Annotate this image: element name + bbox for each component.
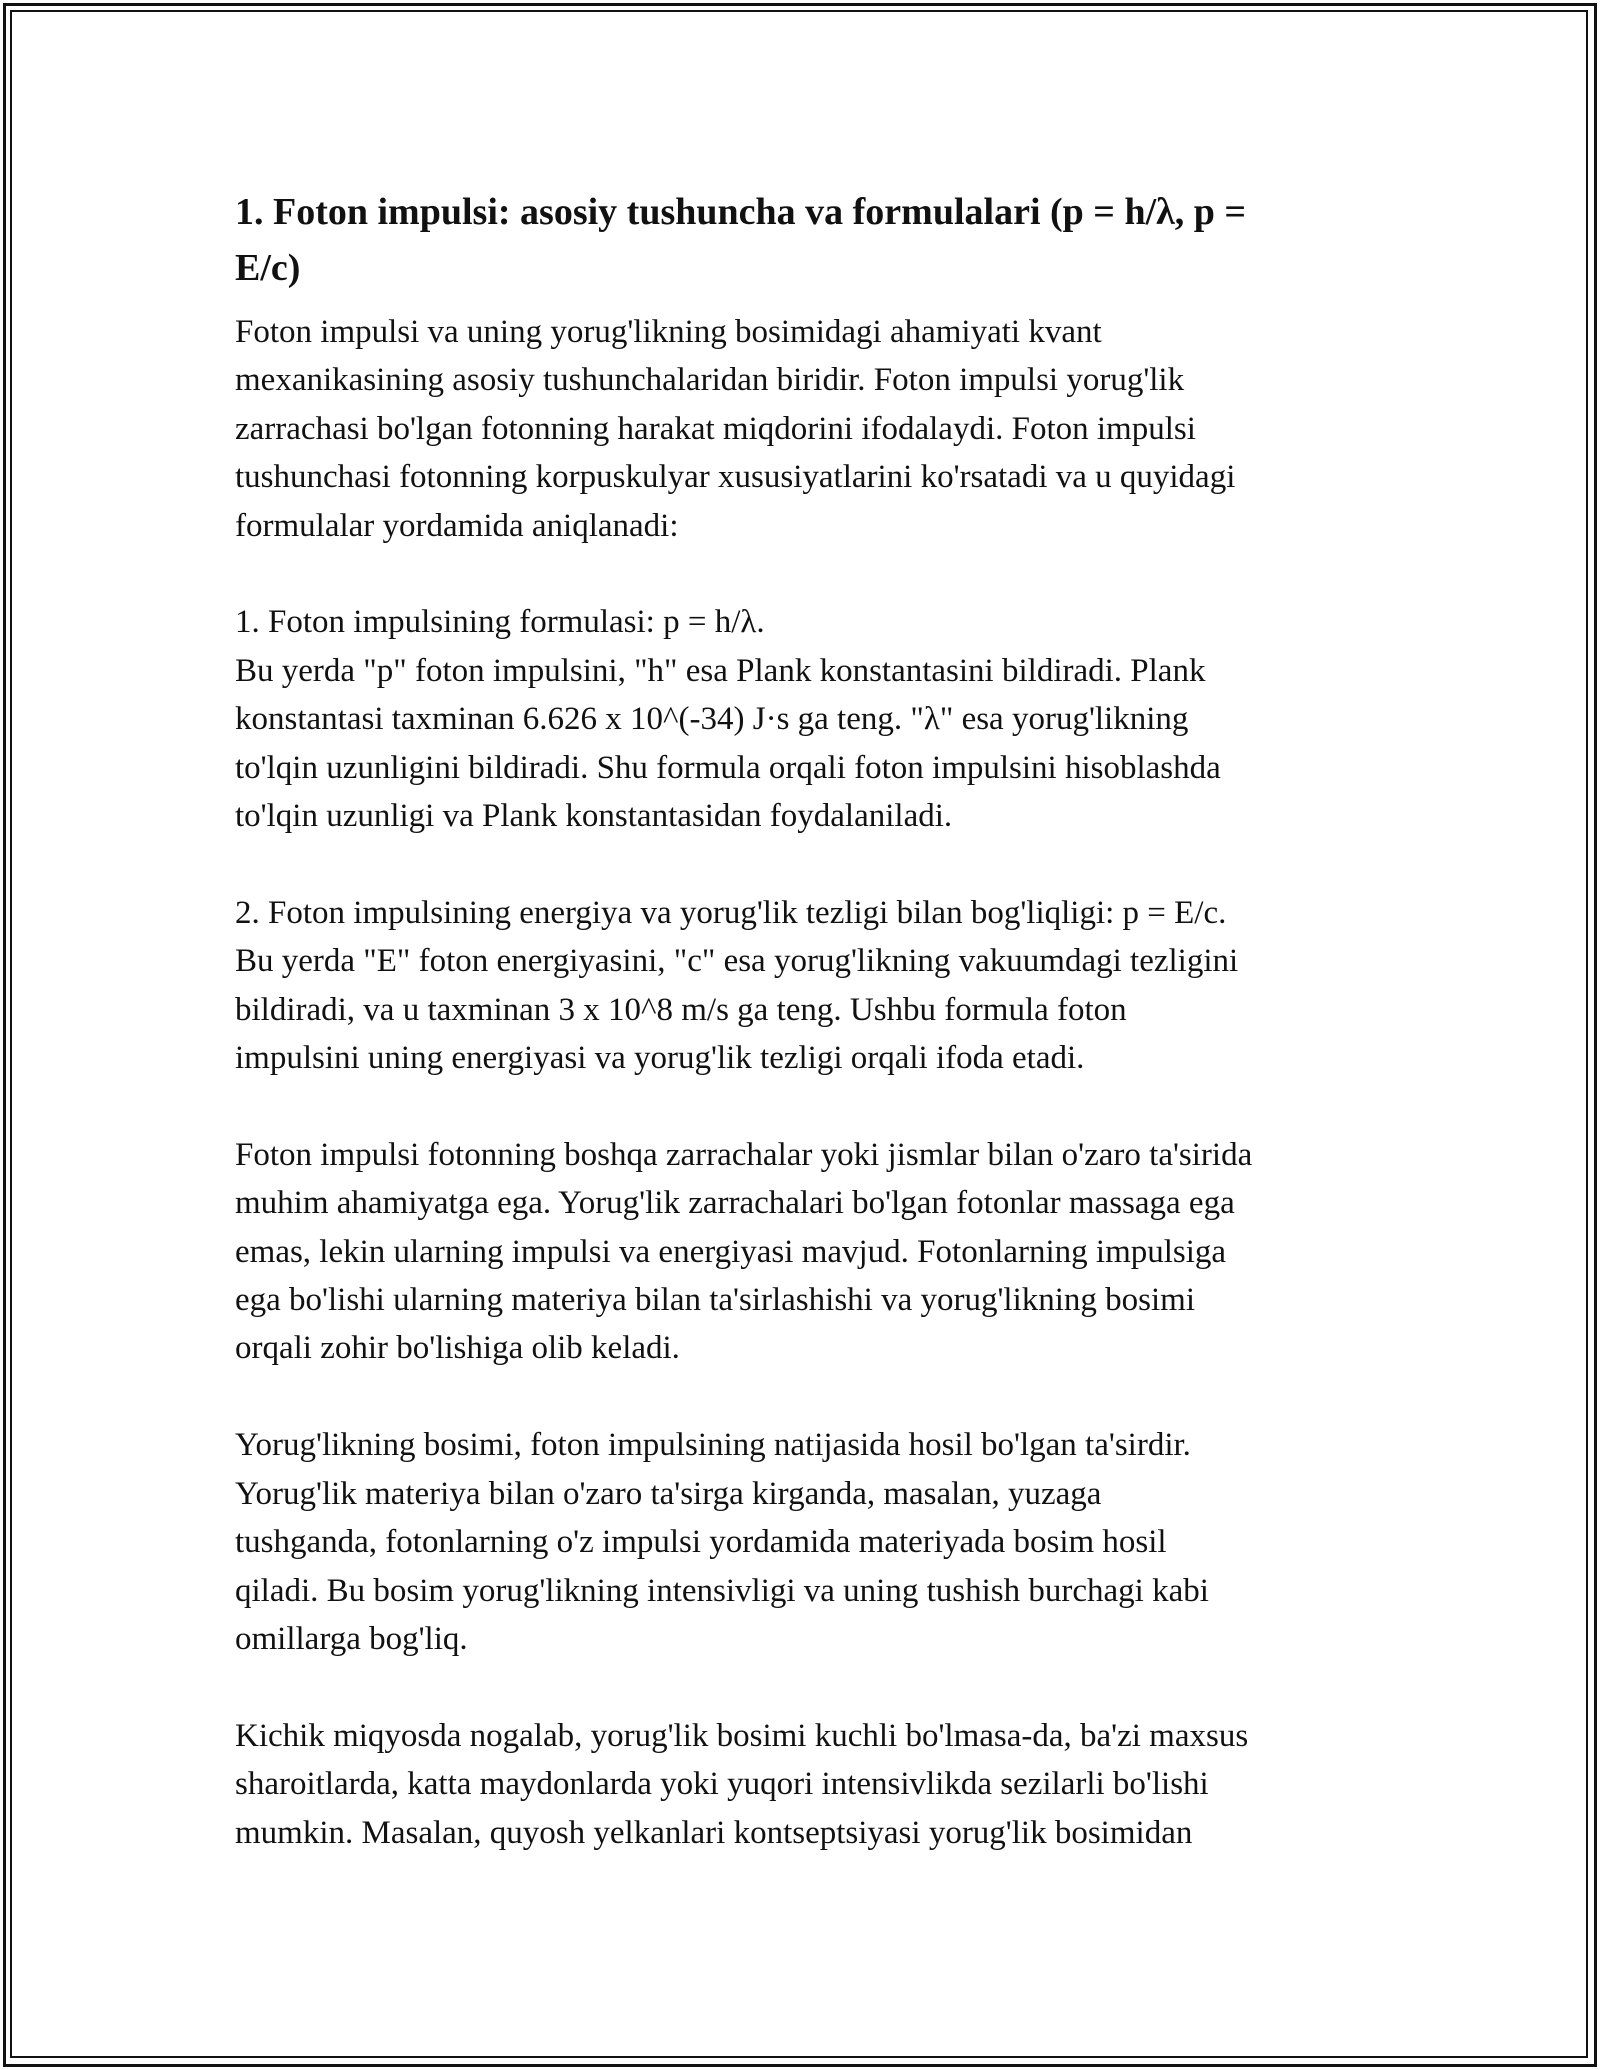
text-line: tushunchasi fotonning korpuskulyar xususiyatlarini ko'rsatadi va u quyidagi [235,459,1236,496]
document-title [235,184,1375,296]
paragraph-intro [235,308,1375,550]
text-line: impulsini uning energiyasi va yorug'lik tezligi orqali ifoda etadi. [235,1040,1085,1077]
paragraph-interaction [235,1131,1375,1373]
text-line: Foton impulsi fotonning boshqa zarrachalar yoki jismlar bilan o'zaro ta'sirida [235,1136,1253,1173]
text-line: Yorug'lik materiya bilan o'zaro ta'sirga kirganda, masalan, yuzaga [235,1475,1102,1512]
text-line: tushganda, fotonlarning o'z impulsi yordamida materiyada bosim hosil [235,1524,1167,1561]
text-line: ega bo'lishi ularning materiya bilan ta'sirlashishi va yorug'likning bosimi [235,1282,1196,1319]
text-line: omillarga bog'liq. [235,1620,468,1657]
text-line: mumkin. Masalan, quyosh yelkanlari kontseptsiyasi yorug'lik bosimidan [235,1814,1193,1851]
document-body [235,184,1375,1905]
text-line: to'lqin uzunligi va Plank konstantasidan foydalaniladi. [235,798,953,835]
paragraph-formula-2 [235,889,1375,1083]
text-line: zarrachasi bo'lgan fotonning harakat miqdorini ifodalaydi. Foton impulsi [235,410,1196,447]
text-line: mexanikasining asosiy tushunchalaridan biridir. Foton impulsi yorug'lik [235,362,1185,399]
text-line: to'lqin uzunligini bildiradi. Shu formula orqali foton impulsini hisoblashda [235,749,1221,786]
text-line: bildiradi, va u taxminan 3 x 10^8 m/s ga teng. Ushbu formula foton [235,991,1127,1028]
paragraph-formula-1 [235,598,1375,840]
text-line: Foton impulsi va uning yorug'likning bosimidagi ahamiyati kvant [235,314,1102,350]
text-line: Yorug'likning bosimi, foton impulsining natijasida hosil bo'lgan ta'sirdir. [235,1427,1191,1464]
text-line: Bu yerda "p" foton impulsini, "h" esa Plank konstantasini bildiradi. Plank [235,652,1206,689]
text-line: 2. Foton impulsining energiya va yorug'lik tezligi bilan bog'liqligi: p = E/c. [235,894,1227,931]
text-line: 1. Foton impulsining formulasi: p = h/λ. [235,604,765,641]
text-line: Kichik miqyosda nogalab, yorug'lik bosimi kuchli bo'lmasa-da, ba'zi maxsus [235,1717,1249,1754]
text-line: emas, lekin ularning impulsi va energiyasi mavjud. Fotonlarning impulsiga [235,1233,1227,1270]
text-line: konstantasi taxminan 6.626 x 10^(-34) J·s ga teng. "λ" esa yorug'likning [235,701,1189,738]
title-line: E/c) [235,247,301,289]
text-line: formulalar yordamida aniqlanadi: [235,507,679,544]
text-line: muhim ahamiyatga ega. Yorug'lik zarrachalari bo'lgan fotonlar massaga ega [235,1185,1235,1222]
text-line: qiladi. Bu bosim yorug'likning intensivligi va uning tushish burchagi kabi [235,1572,1209,1609]
paragraph-solar-sails [235,1712,1375,1857]
title-line: 1. Foton impulsi: asosiy tushuncha va formulalari (p = h/λ, p = [235,191,1247,233]
paragraph-light-pressure [235,1421,1375,1663]
text-line: orqali zohir bo'lishiga olib keladi. [235,1330,680,1367]
text-line: Bu yerda "E" foton energiyasini, "c" esa yorug'likning vakuumdagi tezligini [235,943,1239,980]
text-line: sharoitlarda, katta maydonlarda yoki yuqori intensivlikda sezilarli bo'lishi [235,1766,1209,1803]
